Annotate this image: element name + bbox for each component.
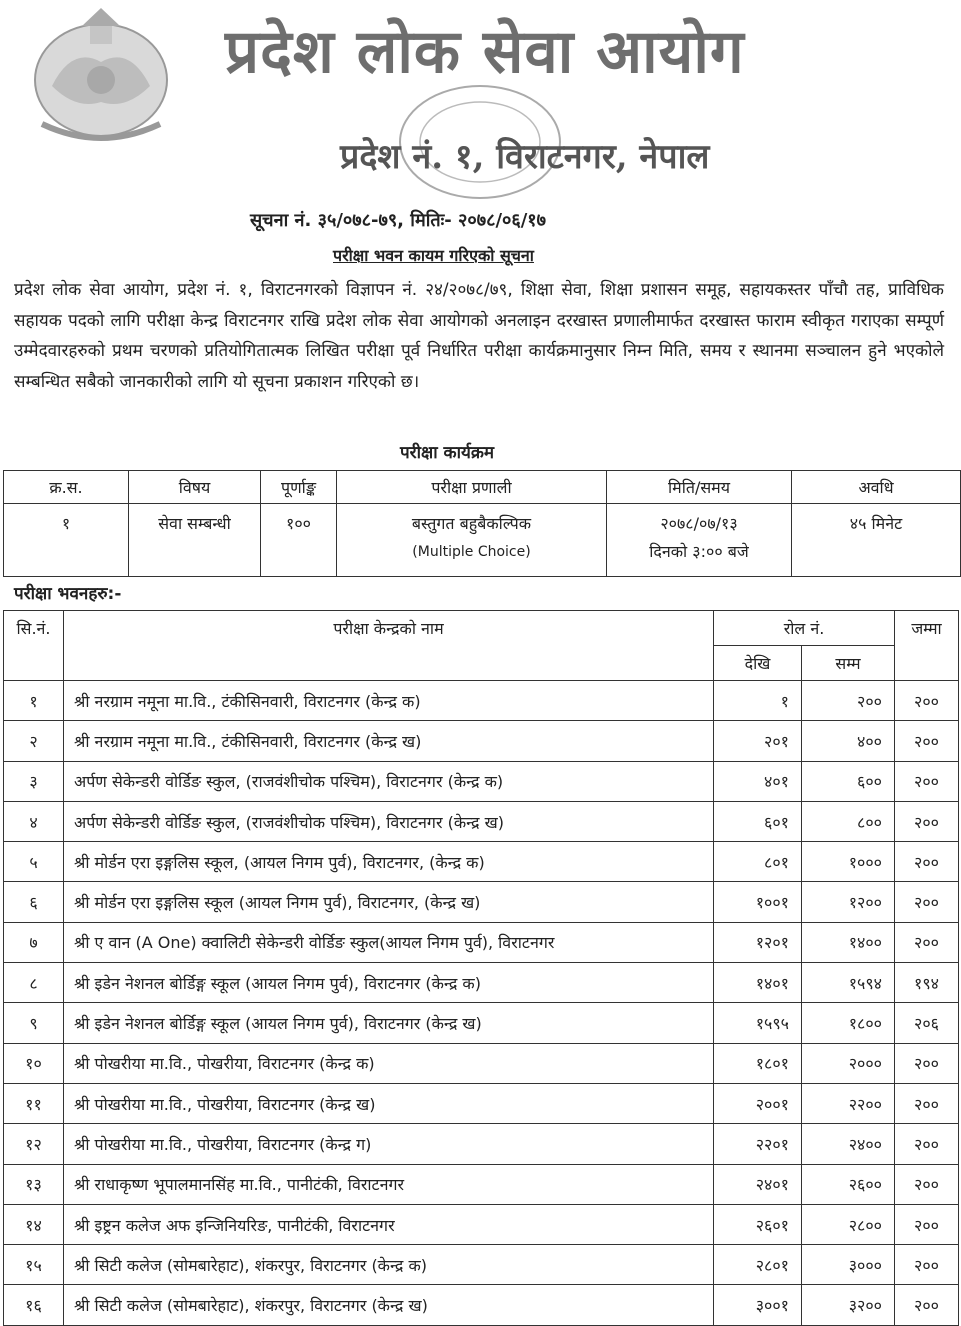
schedule-duration: ४५ मिनेट <box>792 504 961 577</box>
table-row <box>4 1204 959 1244</box>
centre-sn: १० <box>4 1043 64 1083</box>
roll-to: २००० <box>802 1043 895 1083</box>
table-row <box>4 842 959 882</box>
header-sn: सि.नं. <box>4 611 64 681</box>
roll-to: ३२०० <box>802 1285 895 1325</box>
method-text: बस्तुगत बहुबैकल्पिक <box>411 514 532 533</box>
centre-sn: ७ <box>4 922 64 962</box>
organization-subtitle: प्रदेश नं. १, विराटनगर, नेपाल <box>340 137 710 177</box>
roll-from: २६०१ <box>714 1204 802 1244</box>
roll-to: ८०० <box>802 801 895 841</box>
roll-to: १५९४ <box>802 963 895 1003</box>
centre-sn: १३ <box>4 1164 64 1204</box>
method-english: (Multiple Choice) <box>412 544 531 560</box>
roll-from: २२०१ <box>714 1124 802 1164</box>
header-roll: रोल नं. <box>714 611 895 646</box>
centre-sn: २ <box>4 721 64 761</box>
table-row <box>4 1003 959 1043</box>
schedule-title: परीक्षा कार्यक्रम <box>400 443 495 463</box>
centre-name: श्री सिटी कलेज (सोमबारेहाट), शंकरपुर, विराटनगर (केन्द्र ख) <box>64 1285 714 1325</box>
table-row <box>4 922 959 962</box>
government-emblem-icon <box>22 6 180 148</box>
centre-name: श्री नरग्राम नमूना मा.वि., टंकीसिनवारी, विराटनगर (केन्द्र ख) <box>64 721 714 761</box>
centre-total: २०० <box>895 761 959 801</box>
table-row <box>4 963 959 1003</box>
centre-name: श्री मोर्डन एरा इङ्गलिस स्कूल, (आयल निगम पुर्व), विराटनगर, (केन्द्र क) <box>64 842 714 882</box>
exam-time: दिनको ३:०० बजे <box>649 542 749 561</box>
table-row <box>4 1164 959 1204</box>
header-centre-name: परीक्षा केन्द्रको नाम <box>64 611 714 681</box>
centre-sn: ५ <box>4 842 64 882</box>
centre-total: २०० <box>895 842 959 882</box>
centre-sn: ९ <box>4 1003 64 1043</box>
roll-to: १८०० <box>802 1003 895 1043</box>
header-cell: अवधि <box>792 471 961 504</box>
roll-to: २४०० <box>802 1124 895 1164</box>
centre-sn: १२ <box>4 1124 64 1164</box>
roll-to: ६०० <box>802 761 895 801</box>
roll-to: १२०० <box>802 882 895 922</box>
centre-sn: ११ <box>4 1083 64 1123</box>
centre-total: २०० <box>895 1124 959 1164</box>
roll-from: १ <box>714 681 802 721</box>
header-cell: पूर्णाङ्क <box>261 471 337 504</box>
roll-from: २४०१ <box>714 1164 802 1204</box>
centre-name: श्री इडेन नेशनल बोर्डिङ्ग स्कूल (आयल निगम पुर्व), विराटनगर (केन्द्र क) <box>64 963 714 1003</box>
centre-total: २०० <box>895 801 959 841</box>
schedule-full-marks: १०० <box>261 504 337 577</box>
roll-from: ८०१ <box>714 842 802 882</box>
header-from: देखि <box>714 646 802 681</box>
centre-sn: ६ <box>4 882 64 922</box>
roll-to: २८०० <box>802 1204 895 1244</box>
organization-title: प्रदेश लोक सेवा आयोग <box>225 17 745 87</box>
header-to: सम्म <box>802 646 895 681</box>
centre-total: २०० <box>895 1285 959 1325</box>
table-row <box>4 882 959 922</box>
centre-total: २०० <box>895 1204 959 1244</box>
centre-sn: ४ <box>4 801 64 841</box>
table-row <box>4 1285 959 1325</box>
centre-name: श्री नरग्राम नमूना मा.वि., टंकीसिनवारी, विराटनगर (केन्द्र क) <box>64 681 714 721</box>
table-row <box>4 721 959 761</box>
centre-sn: १५ <box>4 1245 64 1285</box>
exam-date: २०७८/०७/१३ <box>660 514 738 533</box>
header-cell: विषय <box>129 471 261 504</box>
header-total: जम्मा <box>895 611 959 681</box>
centre-total: २०० <box>895 721 959 761</box>
centre-sn: ८ <box>4 963 64 1003</box>
table-header-row <box>4 471 961 504</box>
centre-sn: १४ <box>4 1204 64 1244</box>
centre-name: श्री इष्ट्रन कलेज अफ इन्जिनियरिङ, पानीटंकी, विराटनगर <box>64 1204 714 1244</box>
centre-name: श्री ए वान (A One) क्वालिटी सेकेन्डरी वोर्डिङ स्कुल(आयल निगम पुर्व), विराटनगर <box>64 922 714 962</box>
roll-from: १००१ <box>714 882 802 922</box>
roll-to: १००० <box>802 842 895 882</box>
header-cell: मिति/समय <box>607 471 792 504</box>
centre-name: श्री पोखरीया मा.वि., पोखरीया, विराटनगर (केन्द्र क) <box>64 1043 714 1083</box>
centre-total: २०० <box>895 1164 959 1204</box>
roll-from: ६०१ <box>714 801 802 841</box>
roll-from: २००१ <box>714 1083 802 1123</box>
roll-from: १४०१ <box>714 963 802 1003</box>
roll-from: ३००१ <box>714 1285 802 1325</box>
centre-total: २०० <box>895 1043 959 1083</box>
schedule-subject: सेवा सम्बन्धी <box>129 504 261 577</box>
table-row <box>4 1245 959 1285</box>
exam-centres-title: परीक्षा भवनहरु:- <box>14 584 122 604</box>
centre-sn: १६ <box>4 1285 64 1325</box>
centre-name: अर्पण सेकेन्डरी वोर्डिङ स्कुल, (राजवंशीचोक पश्चिम), विराटनगर (केन्द्र क) <box>64 761 714 801</box>
schedule-sn: १ <box>4 504 129 577</box>
roll-to: २२०० <box>802 1083 895 1123</box>
table-header-row <box>4 611 959 646</box>
centre-total: २०६ <box>895 1003 959 1043</box>
roll-from: ४०१ <box>714 761 802 801</box>
centre-total: २०० <box>895 1245 959 1285</box>
centre-name: श्री पोखरीया मा.वि., पोखरीया, विराटनगर (केन्द्र ग) <box>64 1124 714 1164</box>
header-cell: क्र.स. <box>4 471 129 504</box>
centre-total: १९४ <box>895 963 959 1003</box>
table-row <box>4 1083 959 1123</box>
roll-to: २६०० <box>802 1164 895 1204</box>
centre-total: २०० <box>895 681 959 721</box>
centre-total: २०० <box>895 1083 959 1123</box>
roll-to: ३००० <box>802 1245 895 1285</box>
schedule-method <box>337 504 607 577</box>
notice-paragraph: प्रदेश लोक सेवा आयोग, प्रदेश नं. १, विराटनगरको विज्ञापन नं. २४/२०७८/७९, शिक्षा सेवा, शिक्षा प्रशासन समूह, सहायकस्तर पाँचौ तह, प्राविधिक सहायक पदको लागि परीक्षा केन्द्र विराटनगर राखि प्रदेश लोक सेवा आयोगको अनलाइन दरखास्त प्रणालीमार्फत दरखास्त फाराम स्वीकृत गराएका सम्पूर्ण उम्मेदवारहरुको प्रथम चरणको प्रतियोगितात्मक लिखित परीक्षा पूर्व निर्धारित परीक्षा कार्यक्रमानुसार निम्न मिति, समय र स्थानमा सञ्चालन हुने भएकोले सम्बन्धित सबैको जानकारीको लागि यो सूचना प्रकाशन गरिएको छ। <box>14 280 944 392</box>
schedule-datetime <box>607 504 792 577</box>
centre-sn: ३ <box>4 761 64 801</box>
table-row <box>4 504 961 577</box>
centre-total: २०० <box>895 882 959 922</box>
notice-number: सूचना नं. ३५/०७८-७९, मितिः- २०७८/०६/१७ <box>250 210 547 231</box>
table-row <box>4 681 959 721</box>
centre-sn: १ <box>4 681 64 721</box>
centre-total: २०० <box>895 922 959 962</box>
table-row <box>4 1043 959 1083</box>
roll-from: २८०१ <box>714 1245 802 1285</box>
centre-name: श्री पोखरीया मा.वि., पोखरीया, विराटनगर (केन्द्र ख) <box>64 1083 714 1123</box>
centre-name: श्री इडेन नेशनल बोर्डिङ्ग स्कूल (आयल निगम पुर्व), विराटनगर (केन्द्र ख) <box>64 1003 714 1043</box>
table-row <box>4 761 959 801</box>
table-row <box>4 801 959 841</box>
roll-from: १५९५ <box>714 1003 802 1043</box>
centre-name: श्री मोर्डन एरा इङ्गलिस स्कूल (आयल निगम पुर्व), विराटनगर, (केन्द्र ख) <box>64 882 714 922</box>
roll-from: १८०१ <box>714 1043 802 1083</box>
notice-title: परीक्षा भवन कायम गरिएको सूचना <box>333 246 534 265</box>
centre-name: श्री सिटी कलेज (सोमबारेहाट), शंकरपुर, विराटनगर (केन्द्र क) <box>64 1245 714 1285</box>
centre-name: अर्पण सेकेन्डरी वोर्डिङ स्कुल, (राजवंशीचोक पश्चिम), विराटनगर (केन्द्र ख) <box>64 801 714 841</box>
header-cell: परीक्षा प्रणाली <box>337 471 607 504</box>
table-row <box>4 1124 959 1164</box>
centre-name: श्री राधाकृष्ण भूपालमानसिंह मा.वि., पानीटंकी, विराटनगर <box>64 1164 714 1204</box>
roll-to: १४०० <box>802 922 895 962</box>
exam-schedule-table <box>3 470 961 577</box>
roll-from: २०१ <box>714 721 802 761</box>
roll-from: १२०१ <box>714 922 802 962</box>
roll-to: ४०० <box>802 721 895 761</box>
roll-to: २०० <box>802 681 895 721</box>
exam-centres-table <box>3 610 959 1326</box>
